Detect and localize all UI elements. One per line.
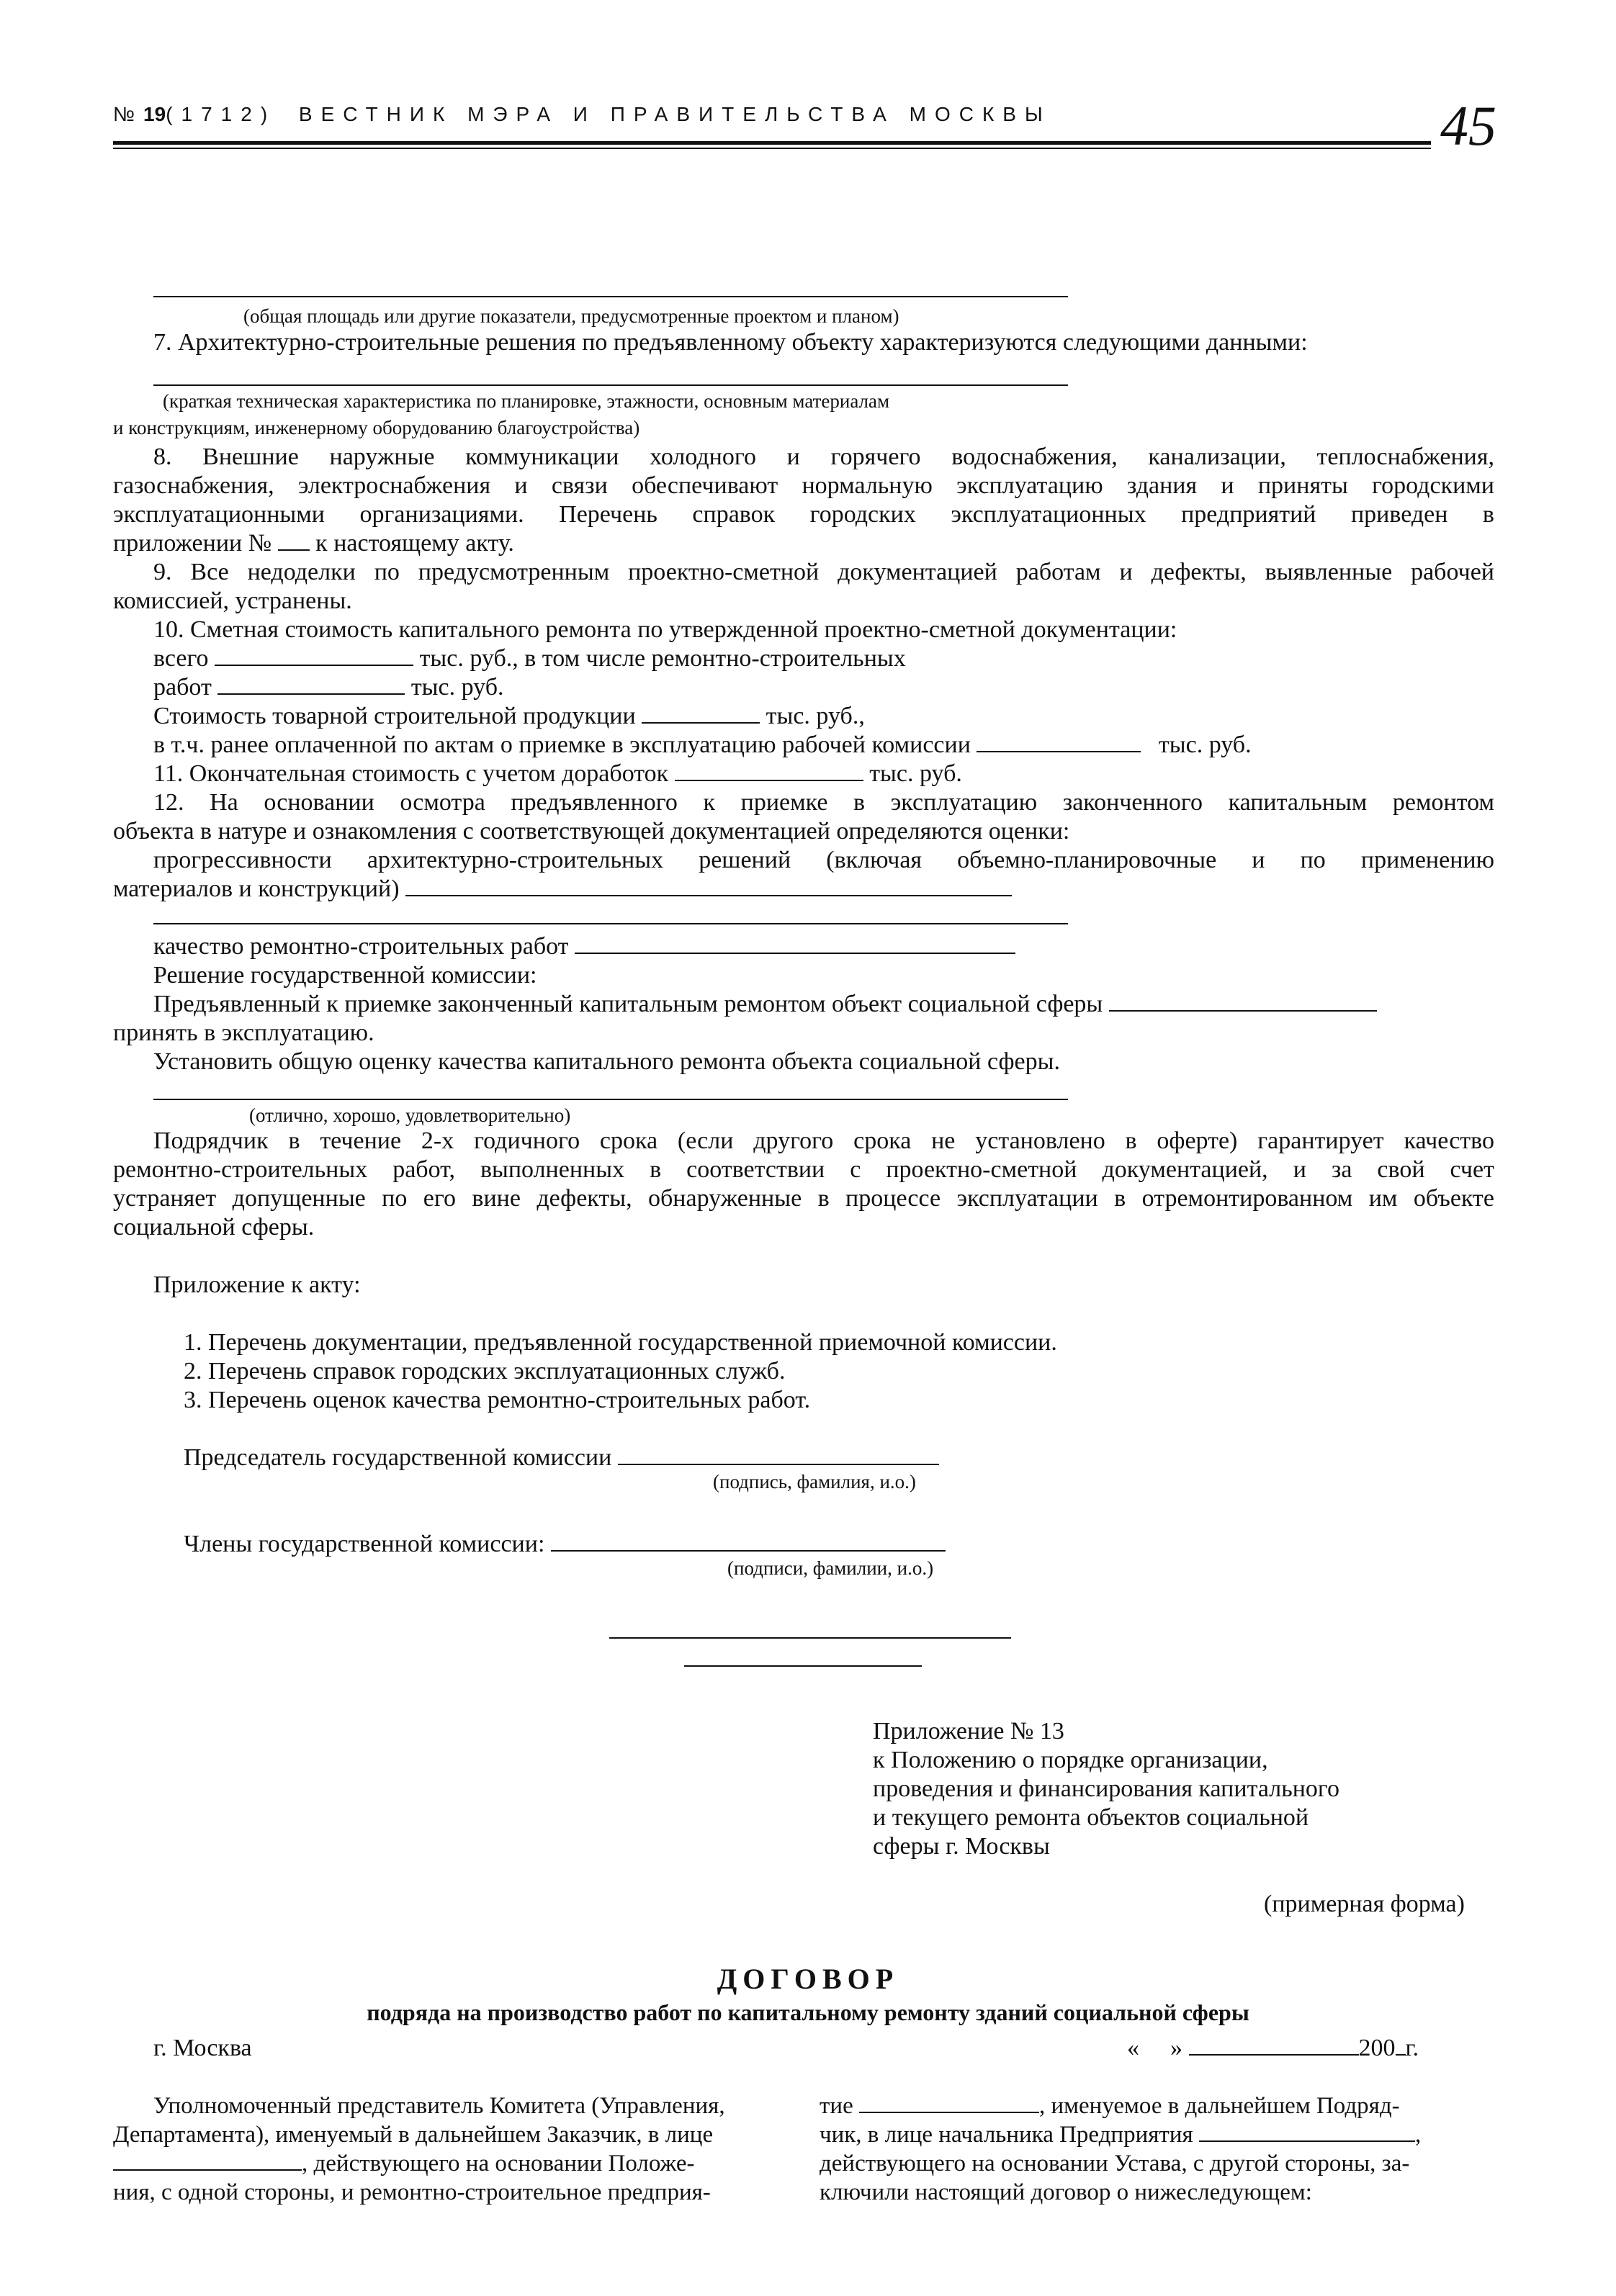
accept-text: Предъявленный к приемке законченный капитальным ремонтом объект социальной сферы [153, 991, 1103, 1017]
cost-works-blank [217, 673, 405, 695]
rating-text: Установить общую оценку качества капитального ремонта объекта социальной сферы. [153, 1048, 1060, 1075]
accept-row [153, 990, 1377, 1019]
annex-number-suffix: к настоящему акту. [315, 530, 514, 557]
cost-goods-label: Стоимость товарной строительной продукции [153, 703, 636, 729]
members-signature-blank [551, 1530, 946, 1552]
quality-row [153, 932, 1015, 961]
left-col-line-3 [113, 2149, 695, 2178]
paragraph-8-line-3: эксплуатационными организациями. Перечень справок городских эксплуатационных предприятий приведен в [113, 501, 1494, 528]
guarantee-line-1: Подрядчик в течение 2-х годичного срока (если другого срока не установлено в оферте) гарантирует качество [153, 1127, 1494, 1154]
cost-paid-blank [977, 731, 1141, 752]
members-row [184, 1530, 946, 1559]
annex-item-1: 1. Перечень документации, предъявленной государственной приемочной комиссии. [184, 1329, 1057, 1356]
caption-tech-1: (краткая техническая характеристика по планировке, этажности, основным материалам [163, 390, 890, 412]
right-col-line-1-b: , именуемое в дальнейшем Подряд- [1038, 2093, 1400, 2119]
page-number: 45 [1440, 94, 1496, 157]
paragraph-8-line-2: газоснабжения, электроснабжения и связи обеспечивают нормальную эксплуатацию здания и приняты городскими [113, 472, 1494, 499]
members-label: Члены государственной комиссии: [184, 1531, 545, 1557]
separator-line-short [684, 1665, 922, 1667]
guarantee-line-2: ремонтно-строительных работ, выполненных в соответствии с проектно-сметной документацией, и за свой счет [113, 1156, 1494, 1183]
caption-rating: (отлично, хорошо, удовлетворительно) [249, 1104, 571, 1126]
form-note: (примерная форма) [1264, 1891, 1465, 1917]
guarantee-line-3: устраняет допущенные по его вине дефекты, обнаруженные в процессе эксплуатации в отремонтированном им объекте [113, 1185, 1494, 1212]
blank-line-progressiveness-2 [153, 923, 1068, 924]
caption-tech-2: и конструкциям, инженерному оборудованию благоустройства) [113, 417, 640, 438]
quality-label: качество ремонтно-строительных работ [153, 933, 569, 960]
cost-works-suffix: тыс. руб. [410, 674, 504, 701]
appendix-line-1: Приложение № 13 [873, 1718, 1064, 1744]
contractor-name-blank [859, 2092, 1039, 2113]
paragraph-9-line-1: 9. Все недоделки по предусмотренным проектно-сметной документацией работам и дефекты, выявленные рабочей [153, 559, 1494, 585]
blank-line-area [153, 296, 1068, 297]
right-col-line-2-b: , [1414, 2122, 1422, 2148]
guarantee-line-4: социальной сферы. [113, 1214, 315, 1241]
quality-blank [575, 932, 1015, 954]
accept-blank [1109, 990, 1377, 1012]
caption-area: (общая площадь или другие показатели, предусмотренные проектом и планом) [243, 305, 899, 327]
cost-goods-blank [642, 702, 760, 724]
chair-row [184, 1444, 939, 1472]
right-col-line-1-a: тие [820, 2093, 853, 2119]
publication-title: ВЕСТНИК МЭРА И ПРАВИТЕЛЬСТВА МОСКВЫ [298, 103, 1051, 125]
progressiveness-blank [405, 875, 1012, 896]
right-col-line-1 [820, 2092, 1400, 2120]
cost-goods-suffix: тыс. руб., [766, 703, 865, 729]
left-col-line-4: ния, с одной стороны, и ремонтно-строительное предприя- [113, 2179, 711, 2205]
separator-line-long [609, 1637, 1011, 1639]
paragraph-11 [153, 760, 962, 788]
paragraph-12-line-2: объекта в натуре и ознакомления с соответствующей документацией определяются оценки: [113, 818, 1070, 845]
right-col-line-4: ключили настоящий договор о нижеследующем: [820, 2179, 1312, 2205]
annex-number-blank [278, 529, 310, 551]
head-name-blank [1199, 2120, 1415, 2142]
date-year-blank [1396, 2034, 1406, 2056]
caption-chair: (подпись, фамилия, и.о.) [713, 1471, 916, 1493]
cost-paid-label: в т.ч. ранее оплаченной по актам о приемке в эксплуатацию рабочей комиссии [153, 731, 971, 758]
left-col-line-2: Департамента), именуемый в дальнейшем Заказчик, в лице [113, 2122, 714, 2148]
right-col-line-3: действующего на основании Устава, с другой стороны, за- [820, 2151, 1410, 2176]
final-cost-label: 11. Окончательная стоимость с учетом доработок [153, 760, 669, 787]
annex-title: Приложение к акту: [153, 1271, 361, 1298]
paragraph-9-line-2: комиссией, устранены. [113, 587, 352, 614]
date-quote-close: » [1170, 2035, 1182, 2061]
cost-total-label: всего [153, 645, 209, 672]
date-month-blank [1189, 2034, 1359, 2056]
cost-total-suffix: тыс. руб., в том числе ремонтно-строительных [419, 645, 906, 672]
blank-line-rating [153, 1099, 1068, 1100]
customer-name-blank [113, 2149, 302, 2171]
appendix-line-4: и текущего ремонта объектов социальной [873, 1804, 1309, 1831]
contract-subtitle: подряда на производство работ по капитальному ремонту зданий социальной сферы [367, 1999, 1249, 2025]
date-quote-open: « [1127, 2035, 1139, 2061]
progressiveness-label: материалов и конструкций) [113, 875, 400, 902]
running-header [113, 103, 1051, 126]
right-col-line-2 [820, 2120, 1421, 2149]
contract-city: г. Москва [153, 2035, 252, 2061]
cost-paid-suffix: тыс. руб. [1158, 731, 1252, 758]
date-year-suffix: г. [1405, 2035, 1419, 2061]
contract-date [1127, 2034, 1419, 2063]
contract-title: ДОГОВОР [717, 1963, 899, 1995]
issue-total-number: (1712) [166, 103, 277, 125]
paragraph-7: 7. Архитектурно-строительные решения по предъявленному объекту характеризуются следующими данными: [153, 329, 1308, 356]
cost-paid-row [153, 731, 1252, 760]
paragraph-8-line-1: 8. Внешние наружные коммуникации холодного и горячего водоснабжения, канализации, теплоснабжения, [153, 444, 1494, 470]
appendix-line-3: проведения и финансирования капитального [873, 1775, 1339, 1802]
header-rule-thick [113, 141, 1431, 145]
left-col-line-1: Уполномоченный представитель Комитета (Управления, [153, 2093, 725, 2119]
cost-goods-row [153, 702, 865, 731]
paragraph-12-line-1: 12. На основании осмотра предъявленного к приемке в эксплуатацию законченного капитальным ремонтом [153, 789, 1494, 816]
annex-number-label: приложении № [113, 530, 272, 557]
issue-number: 19 [143, 103, 166, 125]
header-rule-thin [113, 148, 1431, 149]
accept-text-2: принять в эксплуатацию. [113, 1019, 374, 1046]
cost-works-label: работ [153, 674, 212, 701]
final-cost-suffix: тыс. руб. [869, 760, 962, 787]
paragraph-12-line-4 [113, 875, 1012, 904]
final-cost-blank [675, 760, 863, 781]
annex-item-2: 2. Перечень справок городских эксплуатационных служб. [184, 1358, 786, 1385]
date-year: 200 [1358, 2035, 1396, 2061]
appendix-line-2: к Положению о порядке организации, [873, 1747, 1268, 1773]
left-col-line-3-text: , действующего на основании Положе- [302, 2151, 695, 2176]
paragraph-12-line-3: прогрессивности архитектурно-строительных решений (включая объемно-планировочные и по применению [153, 847, 1494, 873]
decision-heading: Решение государственной комиссии: [153, 962, 537, 989]
cost-total-blank [215, 644, 413, 666]
cost-works-row [153, 673, 504, 702]
issue-number-sign: № [113, 103, 144, 125]
paragraph-8-line-4 [113, 529, 514, 558]
chair-signature-blank [618, 1444, 939, 1465]
appendix-line-5: сферы г. Москвы [873, 1833, 1050, 1860]
chair-label: Председатель государственной комиссии [184, 1444, 612, 1471]
caption-members: (подписи, фамилии, и.о.) [727, 1557, 934, 1579]
paragraph-10: 10. Сметная стоимость капитального ремонта по утвержденной проектно-сметной документации: [153, 616, 1177, 643]
blank-line-tech [153, 384, 1068, 386]
annex-item-3: 3. Перечень оценок качества ремонтно-строительных работ. [184, 1387, 811, 1413]
right-col-line-2-a: чик, в лице начальника Предприятия [820, 2122, 1193, 2148]
cost-total-row [153, 644, 906, 673]
